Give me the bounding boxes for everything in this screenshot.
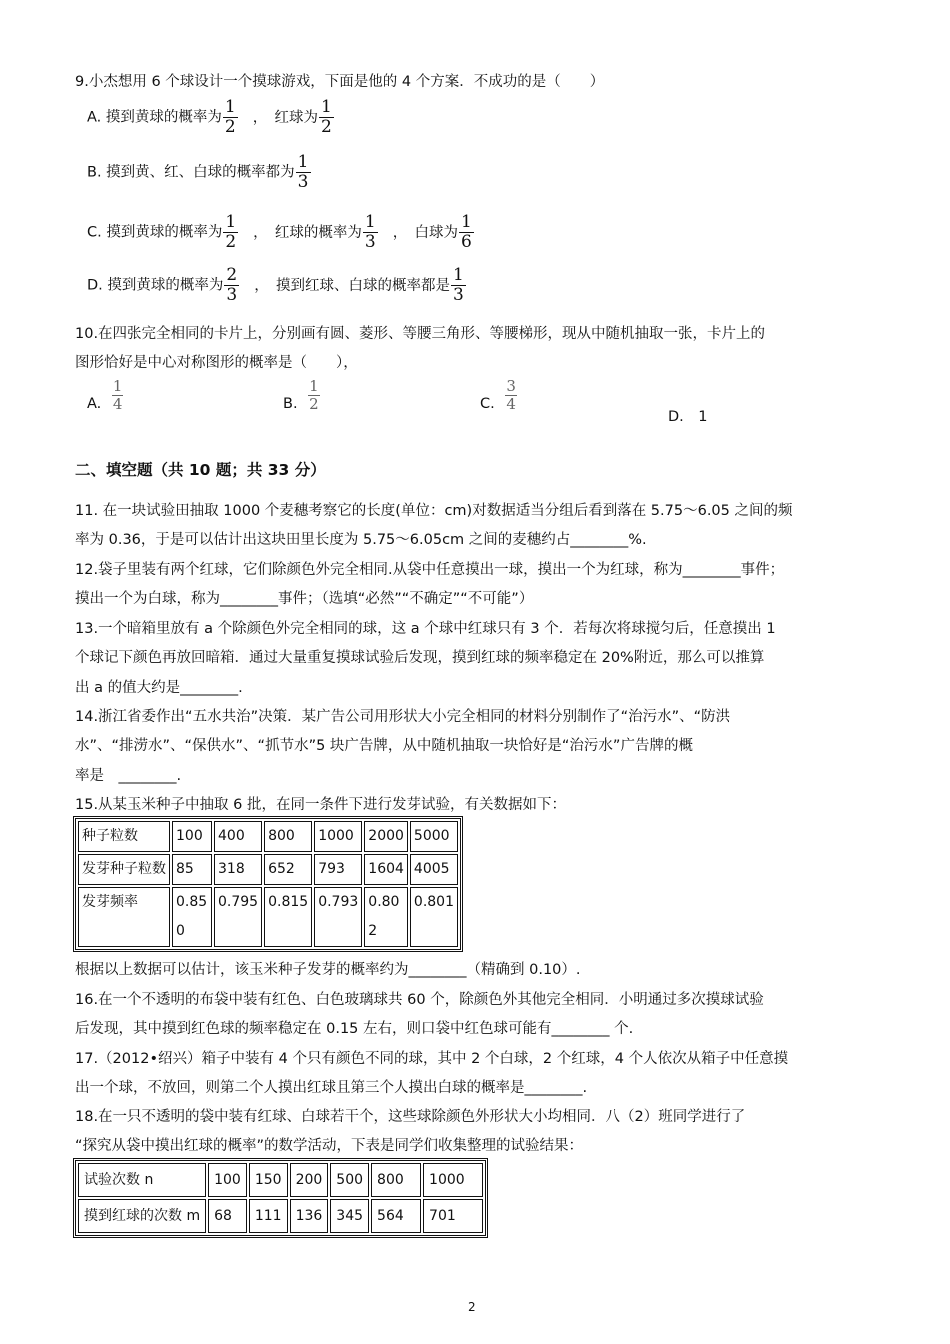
table-cell: 652 xyxy=(264,854,312,885)
q9-d-mid: ， 摸到红球、白球的概率都是 xyxy=(254,277,450,294)
table-cell: 2000 xyxy=(364,821,408,852)
table-cell: 100 xyxy=(172,821,212,852)
q9-d-label: D. 摸到黄球的概率为 xyxy=(87,277,224,294)
q9-a-frac2: $\frac{1}{2}$ xyxy=(320,97,332,137)
table-cell: 345 xyxy=(330,1199,369,1233)
q9-b-label: B. 摸到黄、红、白球的概率都为 xyxy=(87,164,295,181)
q9-option-d[interactable] xyxy=(87,266,467,305)
section-heading: 二、填空题（共 10 题；共 33 分） xyxy=(75,461,326,479)
q9-a-label: A. 摸到黄球的概率为 xyxy=(87,109,222,126)
q9-a-frac1: $\frac{1}{2}$ xyxy=(224,97,236,137)
q9-c-label: C. 摸到黄球的概率为 xyxy=(87,224,223,241)
q12-line1: 12.袋子里装有两个红球，它们除颜色外完全相同.从袋中任意摸出一球，摸出一个为红球，称为________事件； xyxy=(75,562,785,578)
q13-line2: 个球记下颜色再放回暗箱．通过大量重复摸球试验后发现，摸到红球的频率稳定在 20%附近，那么可以推算 xyxy=(75,650,765,666)
q11-line1: 11. 在一块试验田抽取 1000 个麦穗考察它的长度(单位：cm)对数据适当分组后看到落在 5.75～6.05 之间的频 xyxy=(75,503,793,519)
table-row xyxy=(78,1199,483,1233)
q9-c-mid1: ， 红球的概率为 xyxy=(253,224,362,241)
q10-line1: 10.在四张完全相同的卡片上，分别画有圆、菱形、等腰三角形、等腰梯形，现从中随机抽取一张，卡片上的 xyxy=(75,326,766,342)
q9-c-frac3: $\frac{1}{6}$ xyxy=(461,212,472,252)
q9-option-b[interactable] xyxy=(87,153,312,192)
table-cell: 800 xyxy=(371,1163,421,1197)
table-cell: 136 xyxy=(290,1199,329,1233)
q18-line1: 18.在一只不透明的袋中装有红球、白球若干个，这些球除颜色外形状大小均相同．八（2）班同学进行了 xyxy=(75,1109,746,1125)
table-cell: 0.802 xyxy=(364,887,408,947)
table-cell: 0.815 xyxy=(264,887,312,947)
table-cell: 68 xyxy=(208,1199,247,1233)
q17-line1: 17.（2012•绍兴）箱子中装有 4 个只有颜色不同的球，其中 2 个白球，2 个红球，4 个人依次从箱子中任意摸 xyxy=(75,1051,789,1067)
table-cell: 701 xyxy=(423,1199,483,1233)
table-cell: 1000 xyxy=(423,1163,483,1197)
q9-b-frac1: $\frac{1}{3}$ xyxy=(297,152,309,192)
table-cell: 800 xyxy=(264,821,312,852)
table-row xyxy=(78,887,458,947)
q11-line2: 率为 0.36，于是可以估计出这块田里长度为 5.75～6.05cm 之间的麦穗约占________%. xyxy=(75,532,647,548)
q13-line3: 出 a 的值大约是________. xyxy=(75,680,243,696)
q15-after: 根据以上数据可以估计，该玉米种子发芽的概率约为________（精确到 0.10）. xyxy=(75,962,581,978)
q9-d-frac2: $\frac{1}{3}$ xyxy=(452,265,464,305)
q9-c-frac1: $\frac{1}{2}$ xyxy=(225,212,237,252)
q9-d-frac1: $\frac{2}{3}$ xyxy=(226,265,238,305)
table-cell: 200 xyxy=(290,1163,329,1197)
q9-stem: 9.小杰想用 6 个球设计一个摸球游戏，下面是他的 4 个方案．不成功的是（ ） xyxy=(75,74,605,90)
q13-line1: 13.一个暗箱里放有 a 个除颜色外完全相同的球，这 a 个球中红球只有 3 个．若每次将球搅匀后，任意摸出 1 xyxy=(75,621,776,637)
table-cell: 种子粒数 xyxy=(78,821,170,852)
table-cell: 1604 xyxy=(364,854,408,885)
table-cell: 150 xyxy=(249,1163,288,1197)
q9-option-a[interactable] xyxy=(87,98,335,137)
q10-option-b[interactable]: B. $\frac{1}{2}$ xyxy=(283,377,319,413)
q10-a-frac: $\frac{1}{4}$ xyxy=(112,377,123,413)
table-cell: 1000 xyxy=(314,821,362,852)
q10-b-frac: $\frac{1}{2}$ xyxy=(309,377,319,413)
q10-c-frac: $\frac{3}{4}$ xyxy=(506,377,516,413)
q10-option-d[interactable]: D. 1 xyxy=(668,409,708,425)
table-cell: 500 xyxy=(330,1163,369,1197)
table-row xyxy=(78,1163,483,1197)
q15-table xyxy=(73,816,463,952)
table-cell: 发芽种子粒数 xyxy=(78,854,170,885)
q16-line1: 16.在一个不透明的布袋中装有红色、白色玻璃球共 60 个，除颜色外其他完全相同．小明通过多次摸球试验 xyxy=(75,992,764,1008)
q14-line2: 水”、“排涝水”、“保供水”、“抓节水”5 块广告牌，从中随机抽取一块恰好是“治污水”广告牌的概 xyxy=(75,738,693,754)
q16-line2: 后发现，其中摸到红色球的频率稳定在 0.15 左右，则口袋中红色球可能有________ 个. xyxy=(75,1021,634,1037)
table-cell: 111 xyxy=(249,1199,288,1233)
table-row xyxy=(78,821,458,852)
table-row xyxy=(78,854,458,885)
q9-a-mid: ， 红球为 xyxy=(252,109,318,126)
table-cell: 试验次数 n xyxy=(78,1163,206,1197)
q14-line1: 14.浙江省委作出“五水共治”决策．某广告公司用形状大小完全相同的材料分别制作了“治污水”、“防洪 xyxy=(75,709,731,725)
q10-option-c[interactable]: C. $\frac{3}{4}$ xyxy=(480,377,516,413)
table-cell: 5000 xyxy=(410,821,458,852)
table-cell: 0.801 xyxy=(410,887,458,947)
table-cell: 100 xyxy=(208,1163,247,1197)
q12-line2: 摸出一个为白球，称为________事件；（选填“必然”“不确定”“不可能”） xyxy=(75,591,534,607)
q18-table xyxy=(73,1158,488,1238)
q18-line2: “探究从袋中摸出红球的概率”的数学活动，下表是同学们收集整理的试验结果： xyxy=(75,1138,584,1154)
table-cell: 发芽频率 xyxy=(78,887,170,947)
q10-line2: 图形恰好是中心对称图形的概率是（ ）， xyxy=(75,355,358,371)
table-cell: 400 xyxy=(214,821,262,852)
page-number: 2 xyxy=(468,1300,476,1314)
q10-option-a[interactable]: A. $\frac{1}{4}$ xyxy=(87,377,123,413)
table-cell: 0.795 xyxy=(214,887,262,947)
q9-c-frac2: $\frac{1}{3}$ xyxy=(364,212,376,252)
q15-stem: 15.从某玉米种子中抽取 6 批，在同一条件下进行发芽试验，有关数据如下： xyxy=(75,797,567,813)
table-cell: 0.793 xyxy=(314,887,362,947)
table-cell: 摸到红球的次数 m xyxy=(78,1199,206,1233)
table-cell: 4005 xyxy=(410,854,458,885)
table-cell: 85 xyxy=(172,854,212,885)
q17-line2: 出一个球，不放回，则第二个人摸出红球且第三个人摸出白球的概率是________. xyxy=(75,1080,588,1096)
table-cell: 793 xyxy=(314,854,362,885)
table-cell: 564 xyxy=(371,1199,421,1233)
q14-line3: 率是 ________. xyxy=(75,768,182,784)
table-cell: 0.850 xyxy=(172,887,212,947)
q9-c-mid2: ， 白球为 xyxy=(392,224,458,241)
table-cell: 318 xyxy=(214,854,262,885)
q9-option-c[interactable] xyxy=(87,213,475,252)
